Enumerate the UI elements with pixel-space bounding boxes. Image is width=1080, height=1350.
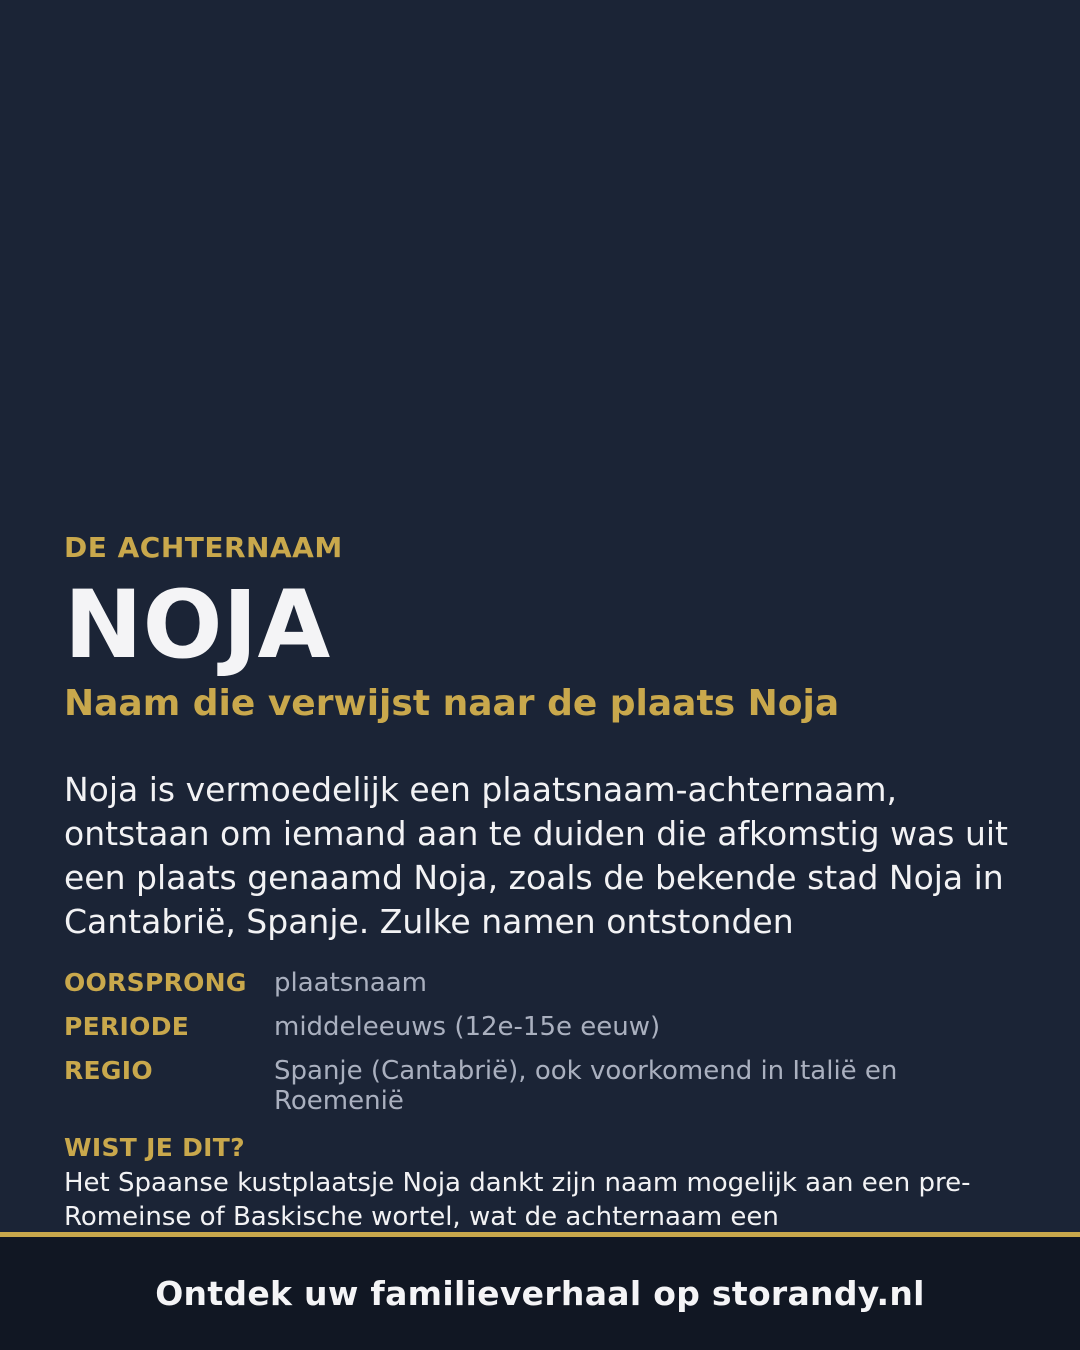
fact-label: OORSPRONG	[64, 968, 247, 997]
fact-row-region	[64, 1056, 1024, 1116]
fact-value: middeleeuws (12e-15e eeuw)	[274, 1012, 661, 1042]
fact-row-period	[64, 1012, 1024, 1042]
surname-subtitle: Naam die verwijst naar de plaats Noja	[64, 683, 840, 724]
footer-banner	[0, 1232, 1080, 1350]
fact-value: plaatsnaam	[274, 968, 428, 998]
eyebrow-label: DE ACHTERNAAM	[64, 531, 343, 564]
fact-label: REGIO	[64, 1056, 153, 1085]
facts-list	[64, 968, 1024, 1116]
surname-card	[64, 528, 1024, 1232]
fact-value: Spanje (Cantabrië), ook voorkomend in Italië en Roemenië	[274, 1056, 898, 1116]
footer-cta: Ontdek uw familieverhaal op storandy.nl	[155, 1274, 925, 1313]
did-you-know-label: WIST JE DIT?	[64, 1133, 245, 1162]
fact-row-origin	[64, 968, 1024, 998]
fact-label: PERIODE	[64, 1012, 190, 1041]
surname-title: NOJA	[64, 571, 331, 680]
surname-description: Noja is vermoedelijk een plaatsnaam-achternaam, ontstaan om iemand aan te duiden die afkomstig was uit een plaats genaamd Noja, zoals de bekende stad Noja in Cantabrië, Spanje. Zulke namen ontstonden	[64, 770, 1008, 941]
did-you-know-text: Het Spaanse kustplaatsje Noja dankt zijn naam mogelijk aan een pre-Romeinse of Baskische wortel, wat de achternaam een	[64, 1168, 971, 1232]
